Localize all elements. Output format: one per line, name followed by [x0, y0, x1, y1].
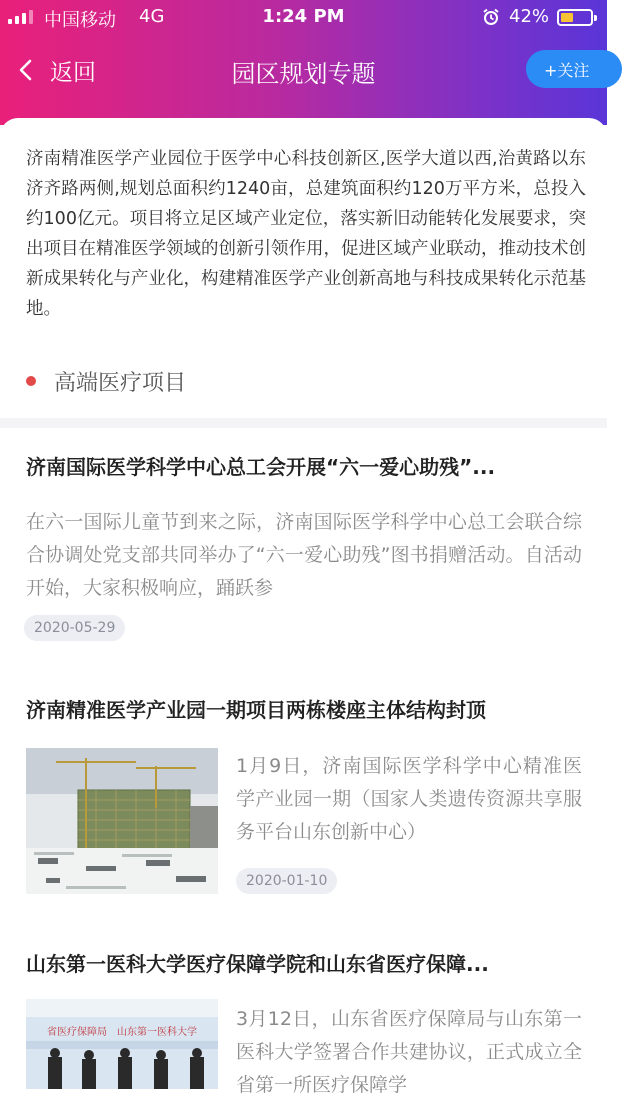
battery-icon	[557, 9, 593, 26]
image-banner-text: 省医疗保障局 山东第一医科大学	[47, 1027, 197, 1038]
status-bar	[0, 0, 607, 34]
article-date-badge: 2020-01-10	[236, 868, 337, 894]
app-header	[0, 0, 607, 125]
carrier-label: 中国移动	[44, 10, 116, 31]
signing-ceremony-image	[26, 999, 218, 1089]
article-thumbnail[interactable]	[26, 748, 218, 894]
alarm-icon	[482, 8, 500, 26]
network-type: 4G	[139, 6, 165, 27]
section-title: 高端医疗项目	[54, 370, 187, 396]
status-time: 1:24 PM	[262, 6, 345, 27]
article-summary: 在六一国际儿童节到来之际，济南国际医学科学中心总工会联合综合协调处党支部共同举办了“六一爱心助残”图书捐赠活动。自活动开始，大家积极响应，踊跃参	[26, 511, 582, 599]
main-content	[0, 118, 607, 1096]
article-title[interactable]: 济南国际医学科学中心总工会开展“六一爱心助残”...	[26, 455, 496, 479]
article-title[interactable]: 山东第一医科大学医疗保障学院和山东省医疗保障...	[26, 952, 489, 976]
nav-bar	[0, 44, 607, 96]
back-label: 返回	[50, 59, 96, 86]
article-summary: 3月12日，山东省医疗保障局与山东第一医科大学签署合作共建协议，正式成立全省第一所医疗保障学	[236, 1008, 582, 1096]
battery-level	[561, 13, 573, 22]
section-divider	[0, 418, 607, 428]
article-summary: 1月9日，济南国际医学科学中心精准医学产业园一期（国家人类遗传资源共享服务平台山东创新中心）	[236, 755, 582, 843]
article-date-badge: 2020-05-29	[24, 615, 125, 641]
section-header	[26, 366, 186, 396]
article-thumbnail[interactable]	[26, 999, 218, 1089]
article-title[interactable]: 济南精准医学产业园一期项目两栋楼座主体结构封顶	[26, 698, 486, 722]
page-title: 园区规划专题	[231, 60, 376, 88]
follow-button[interactable]: +关注	[526, 50, 622, 88]
construction-site-image	[26, 748, 218, 894]
park-intro-text: 济南精准医学产业园位于医学中心科技创新区,医学大道以西,治黄路以东济齐路两侧,规划总面积约1240亩，总建筑面积约120万平方米，总投入约100亿元。项目将立足区域产业定位，落实新旧动能转化发展要求，突出项目在精准医学领域的创新引领作用，促进区域产业联动，推动技术创新成果转化与产业化，构建精准医学产业创新高地与科技成果转化示范基地。	[26, 149, 586, 319]
section-dot-icon	[26, 376, 36, 386]
battery-percent: 42%	[509, 6, 550, 27]
